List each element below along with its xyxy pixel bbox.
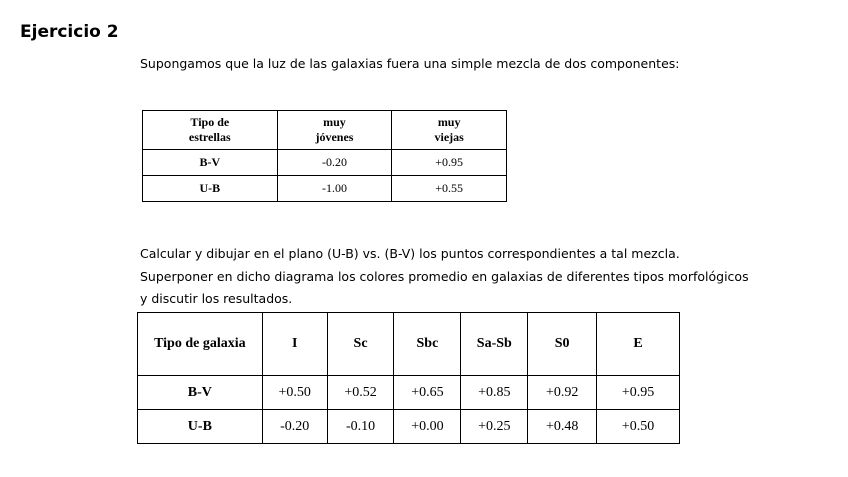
table-cell: +0.95	[392, 150, 507, 176]
table-cell: +0.85	[461, 376, 528, 410]
table-header-row	[138, 313, 680, 376]
header-cell: S0	[528, 313, 597, 376]
table-row	[143, 150, 507, 176]
instruction-line: y discutir los resultados.	[140, 291, 293, 306]
table-cell: +0.25	[461, 410, 528, 444]
table-cell: +0.95	[597, 376, 680, 410]
table-cell: +0.48	[528, 410, 597, 444]
header-cell: E	[597, 313, 680, 376]
row-label: U-B	[143, 176, 278, 202]
row-label: B-V	[138, 376, 263, 410]
table-cell: +0.52	[327, 376, 394, 410]
header-cell: Tipo de estrellas	[143, 111, 278, 150]
table-cell: +0.55	[392, 176, 507, 202]
table-cell: -0.10	[327, 410, 394, 444]
table-cell: -0.20	[262, 410, 327, 444]
table-row	[138, 376, 680, 410]
page-title: Ejercicio 2	[20, 22, 119, 42]
header-cell: I	[262, 313, 327, 376]
instruction-line: Superponer en dicho diagrama los colores promedio en galaxias de diferentes tipos morfológicos	[140, 268, 749, 284]
header-cell: muy viejas	[392, 111, 507, 150]
table-cell: -0.20	[277, 150, 392, 176]
table-row	[143, 176, 507, 202]
table-cell: +0.50	[262, 376, 327, 410]
intro-text: Supongamos que la luz de las galaxias fuera una simple mezcla de dos componentes:	[140, 56, 680, 71]
table-cell: +0.50	[597, 410, 680, 444]
header-cell: muy jóvenes	[277, 111, 392, 150]
header-cell: Tipo de galaxia	[138, 313, 263, 376]
row-label: U-B	[138, 410, 263, 444]
header-cell: Sbc	[394, 313, 461, 376]
table-cell: +0.00	[394, 410, 461, 444]
instructions-paragraph	[140, 243, 749, 311]
header-cell: Sa-Sb	[461, 313, 528, 376]
row-label: B-V	[143, 150, 278, 176]
galaxy-colors-table	[137, 312, 680, 444]
table-row	[138, 410, 680, 444]
table-header-row	[143, 111, 507, 150]
table-cell: +0.92	[528, 376, 597, 410]
star-colors-table	[142, 110, 507, 202]
header-cell: Sc	[327, 313, 394, 376]
instruction-line: Calcular y dibujar en el plano (U-B) vs. (B-V) los puntos correspondientes a tal mezcla.	[140, 246, 680, 261]
table-cell: +0.65	[394, 376, 461, 410]
table-cell: -1.00	[277, 176, 392, 202]
